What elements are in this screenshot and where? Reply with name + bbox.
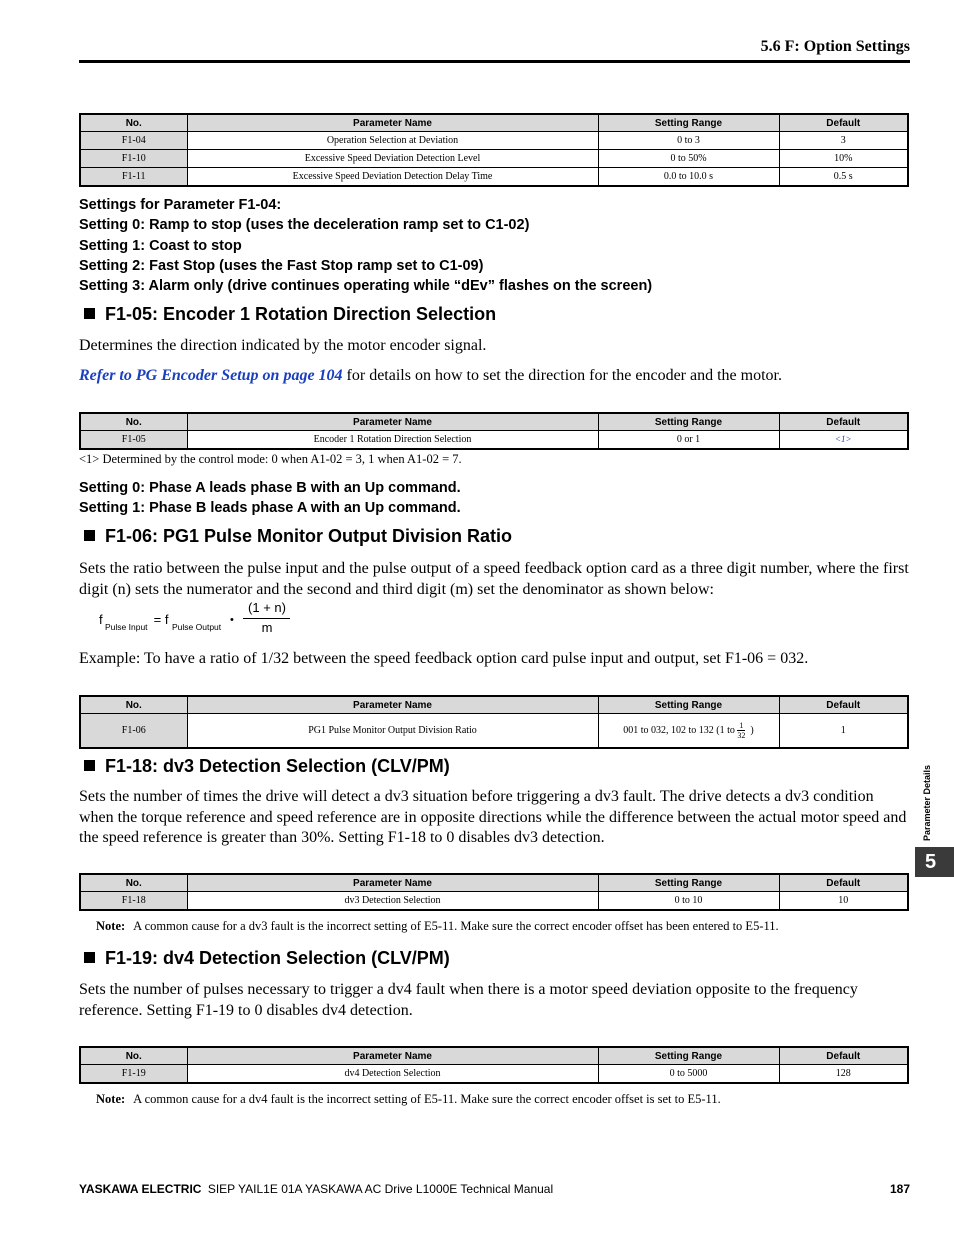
table-header-row (80, 1047, 908, 1065)
square-bullet-icon (84, 760, 95, 771)
param-no: F1-05 (80, 431, 187, 450)
col-header-name: Parameter Name (187, 696, 598, 714)
f118-description: Sets the number of times the drive will detect a dv3 situation before triggering a dv3 fault. The drive detects a dv3 condition when the torque reference and speed reference are in opposite directions while the difference between the actual motor speed and the speed reference is greater than 30%. Setting F1-18 to 0 disables dv3 detection. (79, 788, 907, 846)
formula-dot: • (230, 614, 234, 626)
f119-heading (84, 948, 450, 969)
col-header-no: No. (80, 413, 187, 431)
f106-heading (84, 526, 512, 547)
param-name: Excessive Speed Deviation Detection Level (187, 150, 598, 168)
col-header-name: Parameter Name (187, 413, 598, 431)
col-header-default: Default (779, 874, 908, 892)
param-no: F1-19 (80, 1065, 187, 1084)
table-row (80, 132, 908, 150)
f106-description: Sets the ratio between the pulse input and the pulse output of a speed feedback option card as a three digit number, where the first digit (n) sets the numerator and the second and third digit (m) set the denominator as shown below: (79, 560, 909, 598)
header-rule (79, 60, 910, 63)
param-range: 0 to 5000 (598, 1065, 779, 1084)
formula-denominator: m (261, 620, 273, 635)
param-range: 0 to 50% (598, 150, 779, 168)
param-range: 0.0 to 10.0 s (598, 168, 779, 187)
col-header-no: No. (80, 1047, 187, 1065)
square-bullet-icon (84, 530, 95, 541)
note-label: Note: (96, 1092, 126, 1106)
param-range: 0 to 10 (598, 892, 779, 911)
formula-eq: = f (150, 612, 169, 627)
f118-heading (84, 756, 450, 777)
param-default: 10 (779, 892, 908, 911)
col-header-no: No. (80, 874, 187, 892)
range-fraction-num: 1 (739, 721, 744, 730)
range-suffix: ) (750, 724, 754, 736)
param-no: F1-04 (80, 132, 187, 150)
table-header-row (80, 114, 908, 132)
param-range: 0 or 1 (598, 431, 779, 450)
col-header-default: Default (779, 696, 908, 714)
parameter-table-f118 (79, 873, 909, 911)
formula-sub-pulse-input: Pulse Input (105, 622, 148, 632)
formula-numerator: (1 + n) (248, 600, 286, 615)
col-header-range: Setting Range (598, 413, 779, 431)
col-header-range: Setting Range (598, 1047, 779, 1065)
param-default: 128 (779, 1065, 908, 1084)
param-no: F1-10 (80, 150, 187, 168)
range-fraction-den: 32 (737, 731, 746, 740)
note-text: A common cause for a dv3 fault is the incorrect setting of E5-11. Make sure the correct encoder offset has been entered to E5-11. (133, 919, 779, 933)
f104-settings-title: Settings for Parameter F1-04: (79, 197, 282, 213)
param-name: Operation Selection at Deviation (187, 132, 598, 150)
col-header-default: Default (779, 413, 908, 431)
table-row (80, 892, 908, 911)
page-number: 187 (889, 1182, 910, 1196)
footer-brand: YASKAWA ELECTRIC (79, 1182, 202, 1196)
square-bullet-icon (84, 952, 95, 963)
f118-note (96, 919, 779, 934)
parameter-table-f105 (79, 412, 909, 450)
side-chapter-label (920, 748, 934, 858)
col-header-name: Parameter Name (187, 874, 598, 892)
table-header-row (80, 413, 908, 431)
table-row (80, 150, 908, 168)
f104-setting-2: Setting 2: Fast Stop (uses the Fast Stop ramp set to C1-09) (79, 258, 484, 274)
table-row (80, 714, 908, 749)
pg-encoder-setup-link[interactable]: Refer to PG Encoder Setup on page 104 (79, 367, 343, 384)
col-header-default: Default (779, 114, 908, 132)
f105-reference (79, 366, 909, 387)
param-default (779, 431, 908, 450)
col-header-range: Setting Range (598, 696, 779, 714)
formula-f: f (99, 612, 103, 627)
f119-note (96, 1092, 721, 1107)
col-header-range: Setting Range (598, 874, 779, 892)
parameter-table-f119 (79, 1046, 909, 1084)
f105-heading-text: F1-05: Encoder 1 Rotation Direction Selection (105, 304, 497, 324)
col-header-name: Parameter Name (187, 114, 598, 132)
param-name: Encoder 1 Rotation Direction Selection (187, 431, 598, 450)
note-text: A common cause for a dv4 fault is the incorrect setting of E5-11. Make sure the correct encoder offset is set to E5-11. (133, 1092, 721, 1106)
param-default: 0.5 s (779, 168, 908, 187)
param-name: dv3 Detection Selection (187, 892, 598, 911)
footer (79, 1182, 553, 1196)
param-range (598, 714, 779, 749)
f104-setting-1: Setting 1: Coast to stop (79, 238, 242, 254)
f105-reference-rest: for details on how to set the direction for the encoder and the motor. (342, 367, 782, 384)
f105-setting-1: Setting 1: Phase B leads phase A with an Up command. (79, 500, 461, 516)
col-header-no: No. (80, 696, 187, 714)
param-name: dv4 Detection Selection (187, 1065, 598, 1084)
f105-footnote: <1> Determined by the control mode: 0 when A1-02 = 3, 1 when A1-02 = 7. (79, 452, 462, 466)
table-row (80, 1065, 908, 1084)
param-range: 0 to 3 (598, 132, 779, 150)
param-default: 3 (779, 132, 908, 150)
f105-heading (84, 304, 496, 325)
parameter-table-f106 (79, 695, 909, 749)
col-header-range: Setting Range (598, 114, 779, 132)
range-prefix: 001 to 032, 102 to 132 (1 to (623, 724, 738, 736)
param-name: Excessive Speed Deviation Detection Delay Time (187, 168, 598, 187)
table-header-row (80, 696, 908, 714)
f119-heading-text: F1-19: dv4 Detection Selection (CLV/PM) (105, 948, 450, 968)
side-chapter-label-text: Parameter Details (922, 764, 932, 842)
footnote-ref-link[interactable]: <1> (834, 434, 852, 444)
table-row (80, 168, 908, 187)
f119-description: Sets the number of pulses necessary to trigger a dv4 fault when there is a motor speed deviation opposite to the frequency reference. Setting F1-19 to 0 disables dv4 detection. (79, 981, 858, 1019)
f106-example: Example: To have a ratio of 1/32 between the speed feedback option card pulse input and output, set F1-06 = 032. (79, 650, 809, 667)
f104-setting-3: Setting 3: Alarm only (drive continues operating while “dEv” flashes on the screen) (79, 278, 653, 294)
param-no: F1-06 (80, 714, 187, 749)
param-name: PG1 Pulse Monitor Output Division Ratio (187, 714, 598, 749)
table-row (80, 431, 908, 450)
f118-heading-text: F1-18: dv3 Detection Selection (CLV/PM) (105, 756, 450, 776)
f105-description: Determines the direction indicated by the motor encoder signal. (79, 337, 487, 354)
col-header-name: Parameter Name (187, 1047, 598, 1065)
param-default: 10% (779, 150, 908, 168)
square-bullet-icon (84, 308, 95, 319)
f105-setting-0: Setting 0: Phase A leads phase B with an Up command. (79, 480, 461, 496)
f104-setting-0: Setting 0: Ramp to stop (uses the deceleration ramp set to C1-02) (79, 217, 530, 233)
f106-heading-text: F1-06: PG1 Pulse Monitor Output Division Ratio (105, 526, 513, 546)
param-no: F1-11 (80, 168, 187, 187)
param-default: 1 (779, 714, 908, 749)
parameter-table-f104 (79, 113, 909, 187)
footer-text: SIEP YAIL1E 01A YASKAWA AC Drive L1000E Technical Manual (207, 1182, 554, 1196)
col-header-no: No. (80, 114, 187, 132)
section-header: 5.6 F: Option Settings (760, 38, 910, 55)
formula-sub-pulse-output: Pulse Output (172, 622, 222, 632)
col-header-default: Default (779, 1047, 908, 1065)
chapter-tab[interactable]: 5 (915, 847, 954, 877)
table-header-row (80, 874, 908, 892)
formula-fraction-bar (243, 618, 290, 619)
note-label: Note: (96, 919, 126, 933)
f106-formula (99, 600, 299, 640)
range-fraction (737, 721, 745, 740)
param-no: F1-18 (80, 892, 187, 911)
